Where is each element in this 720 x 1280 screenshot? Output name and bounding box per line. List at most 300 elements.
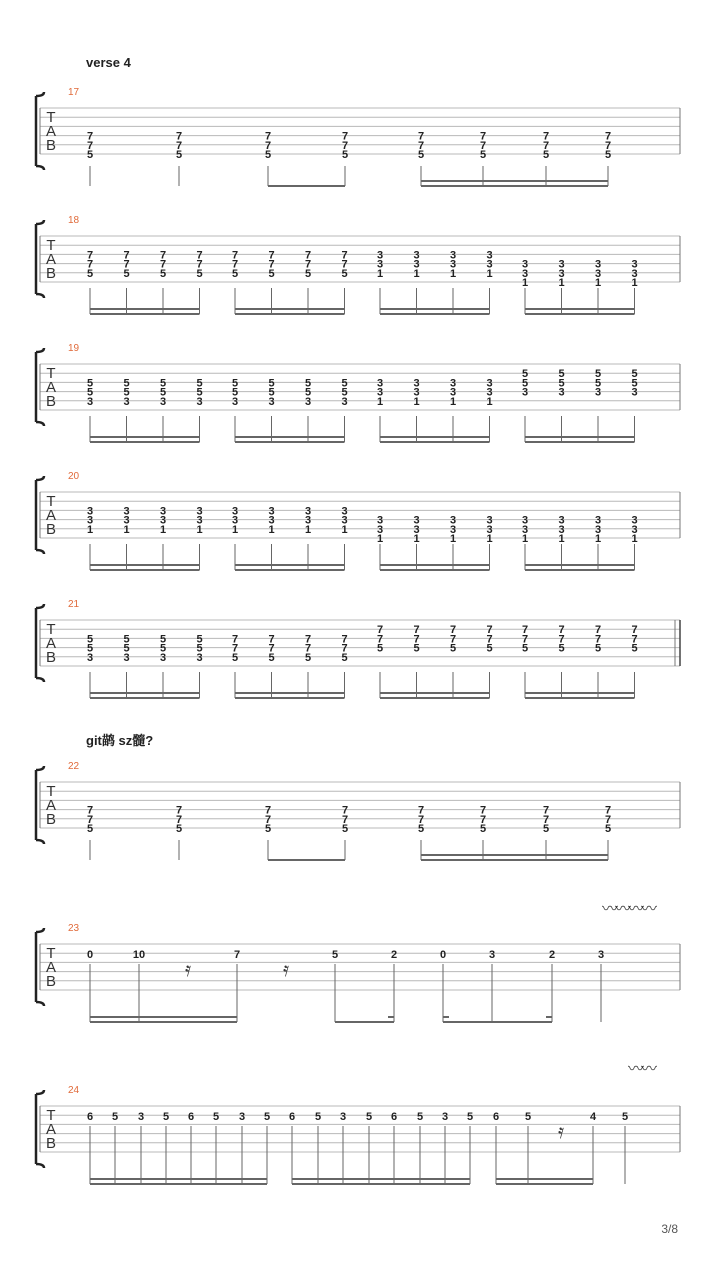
sixteenth-rest-symbol: 𝄿 [184,957,192,981]
fret-number: 7 [86,804,94,817]
fret-number: 7 [264,139,272,152]
fret-number: 0 [86,949,94,961]
fret-number: 5 [231,386,239,399]
fret-number: 7 [268,258,275,271]
fret-number: 5 [212,1111,220,1123]
fret-number: 3 [86,395,94,408]
fret-number: 5 [304,386,312,399]
fret-number: 5 [231,651,239,664]
fret-number: 5 [196,377,203,390]
fret-number: 3 [449,377,457,390]
tab-clef-letter: A [45,507,57,524]
fret-number: 3 [521,386,529,399]
fret-number: 1 [594,277,602,289]
fret-number: 5 [449,642,457,655]
fret-number: 3 [196,505,203,518]
fret-number: 3 [196,514,203,527]
fret-number: 5 [417,823,425,835]
fret-number: 1 [558,277,565,289]
fret-number: 3 [341,395,348,408]
fret-number: 5 [486,642,493,655]
fret-number: 5 [196,633,203,646]
fret-number: 5 [542,823,550,835]
fret-number: 7 [521,633,529,646]
fret-number: 3 [521,258,529,271]
fret-number: 3 [238,1111,246,1123]
fret-number: 5 [604,149,612,161]
fret-number: 5 [231,267,239,280]
fret-number: 5 [268,377,275,390]
fret-number: 3 [631,386,638,399]
fret-number: 7 [417,804,425,817]
fret-number: 5 [631,642,638,655]
fret-number: 3 [521,523,529,536]
page-number: 3/8 [661,1222,678,1236]
fret-number: 6 [86,1111,94,1123]
fret-number: 5 [268,386,275,399]
fret-number: 3 [486,249,493,262]
fret-number: 7 [376,624,384,637]
fret-number: 1 [86,523,94,536]
fret-number: 3 [486,377,493,390]
tab-clef-letter: T [46,109,56,126]
fret-number: 1 [268,523,275,536]
fret-number: 7 [304,633,312,646]
fret-number: 7 [341,249,348,262]
fret-number: 5 [631,377,638,390]
fret-number: 7 [542,139,550,152]
fret-number: 7 [304,258,312,271]
fret-number: 7 [159,249,167,262]
fret-number: 6 [492,1111,500,1123]
fret-number: 7 [175,139,183,152]
fret-number: 3 [449,258,457,271]
fret-number: 1 [376,395,384,408]
fret-number: 7 [341,139,349,152]
fret-number: 1 [449,395,457,408]
fret-number: 10 [132,949,146,961]
fret-number: 5 [542,149,550,161]
tab-clef-letter: A [45,379,57,396]
fret-number: 3 [413,249,420,262]
fret-number: 1 [196,523,203,536]
fret-number: 3 [558,258,565,271]
fret-number: 5 [521,368,529,381]
fret-number: 3 [413,523,420,536]
fret-number: 3 [86,651,94,664]
measure-number: 18 [68,215,80,226]
fret-number: 3 [413,514,420,527]
fret-number: 3 [376,258,384,271]
fret-number: 5 [111,1111,119,1123]
fret-number: 1 [449,533,457,545]
fret-number: 1 [486,533,493,545]
fret-number: 7 [304,642,312,655]
fret-number: 5 [621,1111,629,1123]
sixteenth-rest-symbol: 𝄿 [557,1119,565,1143]
fret-number: 7 [417,139,425,152]
fret-number: 0 [439,949,447,961]
fret-number: 3 [159,395,167,408]
fret-number: 3 [558,386,565,399]
fret-number: 5 [479,149,487,161]
fret-number: 7 [196,249,203,262]
fret-number: 5 [314,1111,322,1123]
fret-number: 7 [479,130,487,143]
fret-number: 7 [604,130,612,143]
fret-number: 5 [86,377,94,390]
fret-number: 7 [86,813,94,826]
fret-number: 7 [159,258,167,271]
fret-number: 5 [175,149,183,161]
fret-number: 5 [594,368,602,381]
fret-number: 5 [416,1111,424,1123]
fret-number: 7 [479,813,487,826]
fret-number: 3 [413,377,420,390]
fret-number: 5 [268,651,275,664]
fret-number: 1 [304,523,312,536]
fret-number: 1 [558,533,565,545]
fret-number: 3 [86,505,94,518]
tab-clef-letter: A [45,959,57,976]
fret-number: 5 [413,642,420,655]
fret-number: 5 [196,386,203,399]
tab-clef-letter: A [45,1121,57,1138]
fret-number: 3 [137,1111,145,1123]
fret-number: 7 [449,633,457,646]
fret-number: 3 [449,514,457,527]
fret-number: 7 [175,813,183,826]
fret-number: 5 [365,1111,373,1123]
tab-clef-letter: A [45,797,57,814]
fret-number: 5 [558,368,565,381]
fret-number: 3 [159,651,167,664]
fret-number: 3 [304,395,312,408]
fret-number: 5 [264,149,272,161]
section-label-verse-4: verse 4 [86,55,131,70]
fret-number: 3 [231,505,239,518]
tab-clef-letter: T [46,783,56,800]
fret-number: 5 [123,267,130,280]
fret-number: 5 [521,642,529,655]
fret-number: 5 [159,386,167,399]
fret-number: 1 [521,277,529,289]
fret-number: 5 [466,1111,474,1123]
fret-number: 3 [449,523,457,536]
fret-number: 6 [187,1111,195,1123]
fret-number: 1 [486,267,493,280]
fret-number: 3 [488,949,496,961]
fret-number: 1 [231,523,239,536]
fret-number: 5 [558,377,565,390]
fret-number: 7 [304,249,312,262]
fret-number: 3 [631,258,638,271]
fret-number: 7 [341,130,349,143]
fret-number: 7 [264,813,272,826]
fret-number: 7 [268,249,275,262]
fret-number: 2 [548,949,556,961]
fret-number: 7 [231,258,239,271]
fret-number: 5 [231,377,239,390]
tab-clef-letter: B [45,973,57,990]
fret-number: 5 [123,642,130,655]
fret-number: 7 [449,624,457,637]
fret-number: 3 [123,651,130,664]
fret-number: 7 [417,813,425,826]
fret-number: 3 [486,523,493,536]
tab-clef-letter: B [45,811,57,828]
fret-number: 5 [86,642,94,655]
fret-number: 7 [417,130,425,143]
fret-number: 2 [390,949,398,961]
fret-number: 3 [231,514,239,527]
fret-number: 6 [288,1111,296,1123]
fret-number: 3 [304,505,312,518]
fret-number: 1 [413,395,420,408]
fret-number: 5 [175,823,183,835]
fret-number: 7 [542,804,550,817]
measure-number: 21 [68,599,80,610]
fret-number: 3 [594,514,602,527]
fret-number: 7 [604,139,612,152]
fret-number: 3 [376,377,384,390]
tab-clef-letter: B [45,521,57,538]
fret-number: 7 [479,139,487,152]
fret-number: 7 [86,130,94,143]
measure-number: 20 [68,471,80,482]
fret-number: 3 [341,505,348,518]
tab-clef-letter: B [45,393,57,410]
fret-number: 3 [376,249,384,262]
fret-number: 3 [594,523,602,536]
fret-number: 5 [123,377,130,390]
fret-number: 7 [558,624,565,637]
fret-number: 1 [631,277,638,289]
fret-number: 5 [196,642,203,655]
fret-number: 1 [521,533,529,545]
fret-number: 7 [268,642,275,655]
fret-number: 7 [631,624,638,637]
fret-number: 7 [479,804,487,817]
fret-number: 3 [123,505,130,518]
fret-number: 7 [123,258,130,271]
tab-clef-letter: B [45,649,57,666]
fret-number: 3 [441,1111,449,1123]
fret-number: 1 [341,523,348,536]
fret-number: 3 [268,395,275,408]
tab-clef-letter: A [45,123,57,140]
fret-number: 7 [123,249,130,262]
fret-number: 3 [339,1111,347,1123]
fret-number: 5 [86,633,94,646]
fret-number: 3 [594,386,602,399]
fret-number: 1 [486,395,493,408]
fret-number: 3 [86,514,94,527]
fret-number: 5 [264,823,272,835]
fret-number: 5 [263,1111,271,1123]
fret-number: 5 [631,368,638,381]
fret-number: 7 [486,633,493,646]
fret-number: 3 [558,523,565,536]
vibrato-mark: 〰〰 [627,1059,655,1078]
measure-number: 22 [68,761,80,772]
fret-number: 5 [341,267,348,280]
fret-number: 3 [159,514,167,527]
fret-number: 3 [123,395,130,408]
fret-number: 7 [264,130,272,143]
fret-number: 7 [604,813,612,826]
fret-number: 7 [341,633,348,646]
fret-number: 7 [86,249,94,262]
fret-number: 3 [196,651,203,664]
tab-clef-letter: T [46,945,56,962]
fret-number: 3 [231,395,239,408]
fret-number: 1 [449,267,457,280]
fret-number: 1 [159,523,167,536]
fret-number: 7 [341,642,348,655]
fret-number: 3 [631,267,638,280]
tab-clef-letter: A [45,635,57,652]
fret-number: 7 [86,258,94,271]
fret-number: 3 [268,514,275,527]
tab-clef-letter: T [46,237,56,254]
sixteenth-rest-symbol: 𝄿 [282,957,290,981]
fret-number: 7 [341,258,348,271]
fret-number: 7 [413,633,420,646]
fret-number: 1 [631,533,638,545]
fret-number: 7 [542,813,550,826]
fret-number: 3 [196,395,203,408]
fret-number: 7 [631,633,638,646]
fret-number: 7 [594,633,602,646]
fret-number: 5 [86,267,94,280]
fret-number: 5 [162,1111,170,1123]
fret-number: 7 [231,642,239,655]
fret-number: 7 [196,258,203,271]
fret-number: 3 [159,505,167,518]
fret-number: 1 [413,533,420,545]
fret-number: 7 [264,804,272,817]
fret-number: 7 [521,624,529,637]
measure-number: 24 [68,1085,80,1096]
fret-number: 7 [558,633,565,646]
fret-number: 7 [413,624,420,637]
fret-number: 7 [341,804,349,817]
tab-clef-letter: B [45,1135,57,1152]
fret-number: 3 [449,386,457,399]
fret-number: 5 [341,651,348,664]
fret-number: 7 [604,804,612,817]
section-label-garbled: git鹋 sz髓? [86,733,154,748]
fret-number: 5 [86,823,94,835]
fret-number: 3 [376,386,384,399]
fret-number: 3 [594,267,602,280]
fret-number: 5 [341,823,349,835]
fret-number: 5 [304,651,312,664]
fret-number: 3 [486,258,493,271]
fret-number: 5 [304,377,312,390]
fret-number: 5 [341,377,348,390]
fret-number: 3 [413,258,420,271]
tab-clef-letter: T [46,1107,56,1124]
fret-number: 7 [231,633,239,646]
fret-number: 3 [558,267,565,280]
fret-number: 5 [604,823,612,835]
measure-number: 19 [68,343,80,354]
fret-number: 5 [304,267,312,280]
fret-number: 6 [390,1111,398,1123]
fret-number: 3 [631,514,638,527]
fret-number: 1 [413,267,420,280]
fret-number: 3 [486,514,493,527]
tab-clef-letter: B [45,265,57,282]
fret-number: 3 [594,258,602,271]
fret-number: 3 [341,514,348,527]
fret-number: 3 [304,514,312,527]
fret-number: 3 [521,267,529,280]
fret-number: 3 [597,949,605,961]
fret-number: 4 [589,1111,597,1123]
fret-number: 5 [558,642,565,655]
fret-number: 7 [175,130,183,143]
fret-number: 5 [196,267,203,280]
fret-number: 7 [233,949,241,961]
tab-clef-letter: A [45,251,57,268]
tab-clef-letter: B [45,137,57,154]
fret-number: 5 [521,377,529,390]
fret-number: 3 [413,386,420,399]
fret-number: 5 [159,377,167,390]
fret-number: 7 [594,624,602,637]
fret-number: 1 [376,267,384,280]
fret-number: 5 [376,642,384,655]
fret-number: 5 [524,1111,532,1123]
fret-number: 5 [341,149,349,161]
fret-number: 5 [86,149,94,161]
fret-number: 5 [123,633,130,646]
fret-number: 5 [417,149,425,161]
fret-number: 7 [86,139,94,152]
fret-number: 7 [341,813,349,826]
fret-number: 1 [123,523,130,536]
fret-number: 5 [159,267,167,280]
fret-number: 3 [123,514,130,527]
fret-number: 5 [594,642,602,655]
fret-number: 3 [376,514,384,527]
fret-number: 3 [521,514,529,527]
fret-number: 3 [268,505,275,518]
fret-number: 5 [123,386,130,399]
fret-number: 7 [268,633,275,646]
fret-number: 3 [449,249,457,262]
measure-number: 17 [68,87,80,98]
fret-number: 3 [486,386,493,399]
fret-number: 5 [159,633,167,646]
fret-number: 7 [231,249,239,262]
fret-number: 5 [268,267,275,280]
fret-number: 1 [594,533,602,545]
tab-clef-letter: T [46,365,56,382]
fret-number: 5 [86,386,94,399]
fret-number: 5 [594,377,602,390]
fret-number: 5 [331,949,339,961]
fret-number: 7 [376,633,384,646]
vibrato-mark: 〰〰〰〰 [601,899,655,918]
fret-number: 5 [479,823,487,835]
fret-number: 7 [542,130,550,143]
measure-number: 23 [68,923,80,934]
tab-clef-letter: T [46,493,56,510]
